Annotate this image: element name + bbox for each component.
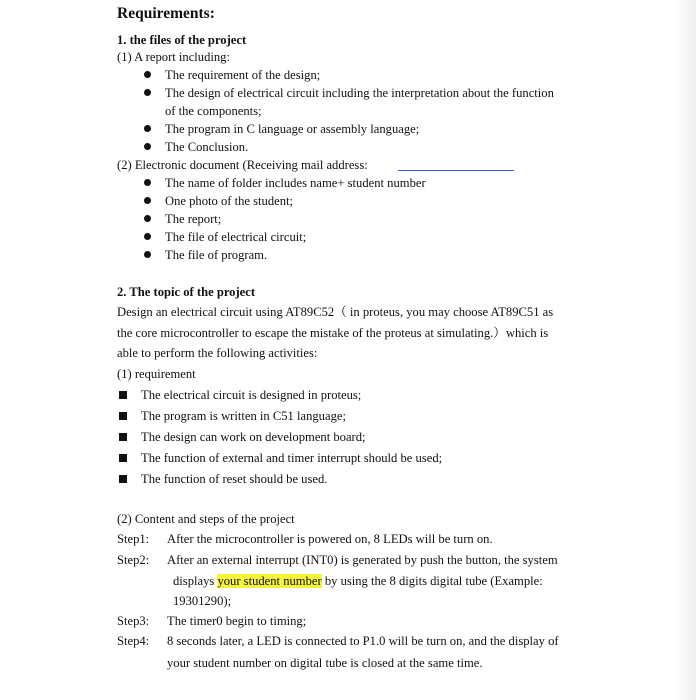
step4-line1: 8 seconds later, a LED is connected to P1.0 will be turn on, and the display of: [167, 634, 559, 648]
bullet-square: [119, 391, 127, 399]
report-item: The Conclusion.: [165, 140, 249, 154]
requirement-item: The function of reset should be used.: [141, 472, 328, 486]
step4-line2: your student number on digital tube is closed at the same time.: [167, 656, 483, 670]
intro-line: able to perform the following activities:: [117, 346, 318, 360]
bullet-dot: [144, 179, 151, 186]
bullet-dot: [144, 71, 151, 78]
report-item: The design of electrical circuit including the interpretation about the function: [165, 86, 554, 100]
bullet-square: [119, 433, 127, 441]
electronic-item: The name of folder includes name+ student number: [165, 176, 426, 190]
bullet-dot: [144, 251, 151, 258]
bullet-dot: [144, 233, 151, 240]
bullet-dot: [144, 143, 151, 150]
step2-line2: [173, 573, 543, 589]
bullet-dot: [144, 215, 151, 222]
step4-label: Step4:: [117, 634, 150, 648]
step2-line2-after: by using the 8 digits digital tube (Example:: [321, 574, 543, 588]
report-item: The program in C language or assembly language;: [165, 122, 420, 136]
electronic-item: The file of electrical circuit;: [165, 230, 307, 244]
bullet-square: [119, 475, 127, 483]
step2-label: Step2:: [117, 553, 150, 567]
mail-address-underline: [398, 170, 514, 171]
section1-title: 1. the files of the project: [117, 33, 247, 47]
highlighted-student-number: your student number: [217, 574, 322, 588]
requirement-item: The program is written in C51 language;: [141, 409, 346, 423]
intro-line: the core microcontroller to escape the mistake of the proteus at simulating.）which is: [117, 326, 549, 340]
bullet-dot: [144, 125, 151, 132]
electronic-item: One photo of the student;: [165, 194, 294, 208]
step1-label: Step1:: [117, 532, 150, 546]
report-item: The requirement of the design;: [165, 68, 321, 82]
step2-line1: After an external interrupt (INT0) is generated by push the button, the system: [167, 553, 558, 567]
bullet-dot: [144, 197, 151, 204]
electronic-item: The report;: [165, 212, 222, 226]
page-edge-shadow: [674, 0, 696, 700]
requirement-item: The function of external and timer interrupt should be used;: [141, 451, 443, 465]
requirement-item: The electrical circuit is designed in proteus;: [141, 388, 362, 402]
intro-line: Design an electrical circuit using AT89C52（ in proteus, you may choose AT89C51 as: [117, 305, 554, 319]
requirement-item: The design can work on development board;: [141, 430, 366, 444]
report-label: (1) A report including:: [117, 50, 230, 64]
section2-title: 2. The topic of the project: [117, 285, 256, 299]
step2-line2-before: displays: [173, 574, 218, 588]
requirements-heading: Requirements:: [117, 5, 215, 22]
bullet-dot: [144, 89, 151, 96]
step2-line3: 19301290);: [173, 594, 232, 608]
step3-label: Step3:: [117, 614, 150, 628]
electronic-item: The file of program.: [165, 248, 268, 262]
report-item-continuation: of the components;: [165, 104, 262, 118]
step3-text: The timer0 begin to timing;: [167, 614, 307, 628]
bullet-square: [119, 412, 127, 420]
bullet-square: [119, 454, 127, 462]
content-label: (2) Content and steps of the project: [117, 512, 295, 526]
electronic-label: (2) Electronic document (Receiving mail address:: [117, 158, 368, 172]
step1-text: After the microcontroller is powered on, 8 LEDs will be turn on.: [167, 532, 493, 546]
requirement-label: (1) requirement: [117, 367, 196, 381]
